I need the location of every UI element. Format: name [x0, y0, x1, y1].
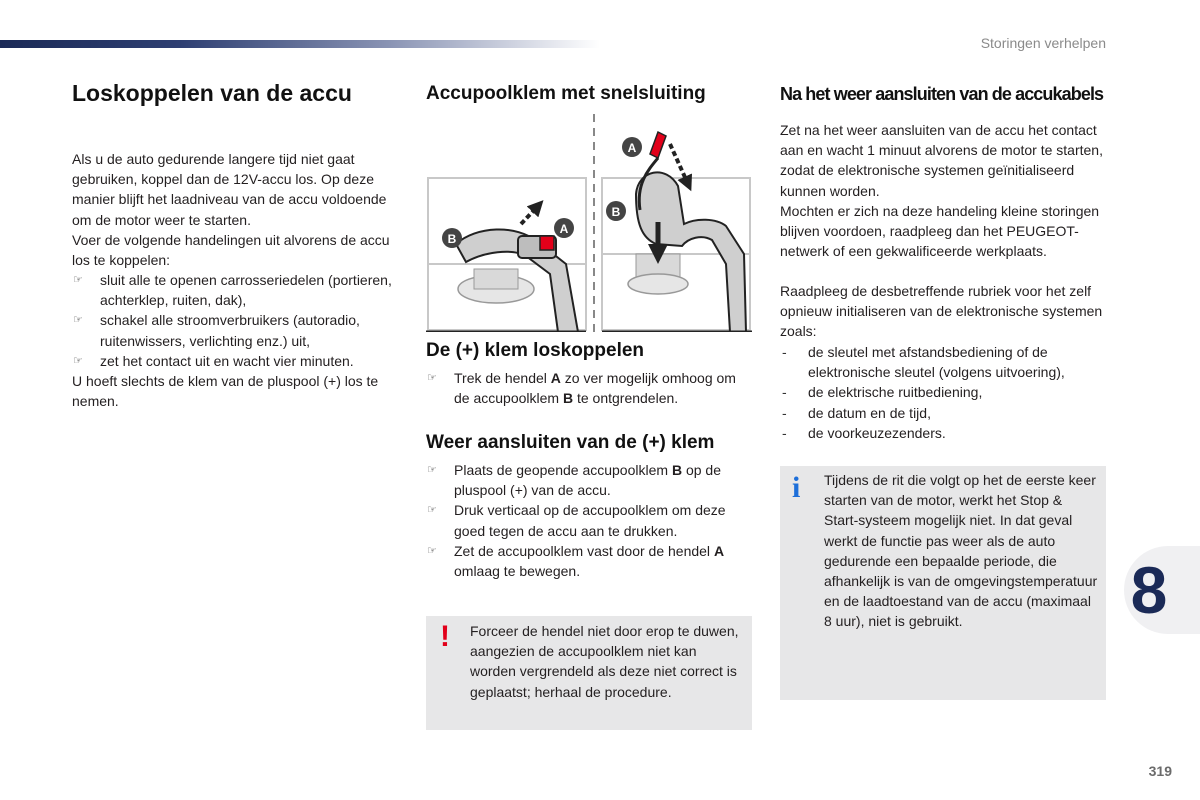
- warning-icon: !: [440, 620, 450, 653]
- paragraph-reinit: Raadpleeg de desbetreffende rubriek voor het zelf opnieuw initialiseren van de elektronische systemen zoals:: [780, 283, 1103, 340]
- chapter-number: 8: [1130, 553, 1168, 627]
- dash-marker: -: [782, 404, 787, 421]
- reconnect-steps: [426, 460, 756, 581]
- reinit-systems-list: [780, 342, 1106, 443]
- page-number: 319: [1148, 763, 1172, 779]
- dash-marker: -: [782, 344, 787, 360]
- dash-marker: -: [782, 424, 787, 441]
- warning-text: Forceer de hendel niet door erop te duwen, aangezien de accupoolklem niet kan worden vergrendeld als deze niet correct is geplaatst; herhaal de procedure.: [470, 623, 739, 700]
- disconnect-steps: [426, 368, 752, 408]
- pointing-hand-icon: ☞: [427, 464, 437, 476]
- list-item: ☞ Plaats de geopende accupoolklem B op de pluspool (+) van de accu.: [427, 462, 721, 499]
- list-item: ☞ sluit alle te openen carrosseriedelen (portieren, achterklep, ruiten, dak),: [73, 272, 392, 309]
- list-item: - de sleutel met afstandsbediening of de elektronische sleutel (volgens uitvoering),: [782, 344, 1065, 381]
- pointing-hand-icon: ☞: [73, 274, 83, 286]
- info-text: Tijdens de rit die volgt op het de eerste keer starten van de motor, werkt het Stop & Start-systeem mogelijk niet. In dat geval werkt de functie pas weer als de auto gedurende een bepaalde periode, die afhankelijk is van de omgevingstemperatuur en de laadtoestand van de accu (maximaal 8 uur), niet is gebruikt.: [824, 472, 1098, 630]
- pointing-hand-icon: ☞: [73, 314, 83, 327]
- pointing-hand-icon: ☞: [73, 354, 83, 367]
- paragraph-faults: Mochten er zich na deze handeling kleine storingen blijven voordoen, raadpleeg dan het PEUGEOT-netwerk of een gekwalificeerde werkplaats.: [780, 203, 1100, 260]
- pointing-hand-icon: ☞: [427, 372, 437, 384]
- list-item: ☞ Trek de hendel A zo ver mogelijk omhoog om de accupoolklem B te ontgrendelen.: [427, 370, 736, 407]
- warning-box: [426, 616, 752, 730]
- outro-paragraph: U hoeft slechts de klem van de pluspool (+) los te nemen.: [72, 373, 379, 410]
- label-a: A: [627, 141, 637, 155]
- heading-after-reconnect: Na het weer aansluiten van de accukabels: [780, 84, 1104, 104]
- clamp-closed-illustration: [600, 132, 752, 332]
- label-b: B: [611, 205, 621, 219]
- battery-clamp-illustration: [426, 114, 752, 332]
- preparation-steps: [72, 270, 392, 371]
- header-bar: [0, 40, 600, 48]
- list-item: - de datum en de tijd,: [780, 403, 1106, 423]
- intro-paragraph: Als u de auto gedurende langere tijd niet gaat gebruiken, koppel dan de 12V-accu los. Op deze manier blijft het laadniveau van de accu voldoende om de motor weer te starten.: [72, 151, 387, 228]
- heading-disconnect-battery: Loskoppelen van de accu: [72, 80, 352, 106]
- list-item: - de elektrische ruitbediening,: [780, 382, 1106, 402]
- list-item: - de voorkeuzezenders.: [780, 423, 1106, 443]
- list-item: ☞ schakel alle stroomverbruikers (autoradio, ruitenwissers, verlichting enz.) uit,: [73, 312, 360, 349]
- pointing-hand-icon: ☞: [427, 544, 437, 557]
- pointing-hand-icon: ☞: [427, 504, 437, 517]
- heading-reconnect-clamp: Weer aansluiten van de (+) klem: [426, 432, 715, 453]
- list-item: ☞ Druk verticaal op de accupoolklem om deze goed tegen de accu aan te drukken.: [427, 502, 726, 539]
- lead-paragraph: Voer de volgende handelingen uit alvorens de accu los te koppelen:: [72, 232, 390, 269]
- clamp-open-illustration: [426, 176, 588, 332]
- list-item: ☞ zet het contact uit en wacht vier minuten.: [72, 351, 392, 371]
- info-icon: i: [792, 471, 801, 504]
- info-box: [780, 466, 1106, 700]
- paragraph-wait: Zet na het weer aansluiten van de accu het contact aan en wacht 1 minuut alvorens de motor te starten, zodat de elektronische systemen geïnitialiseerd kunnen worden.: [780, 122, 1103, 199]
- label-b: B: [447, 232, 457, 246]
- heading-disconnect-clamp: De (+) klem loskoppelen: [426, 340, 645, 361]
- list-item: ☞ Zet de accupoolklem vast door de hendel A omlaag te bewegen.: [427, 542, 725, 580]
- section-title: Storingen verhelpen: [980, 35, 1106, 51]
- heading-quick-release-clamp: Accupoolklem met snelsluiting: [426, 83, 706, 104]
- label-a: A: [559, 222, 569, 236]
- dash-marker: -: [782, 384, 787, 401]
